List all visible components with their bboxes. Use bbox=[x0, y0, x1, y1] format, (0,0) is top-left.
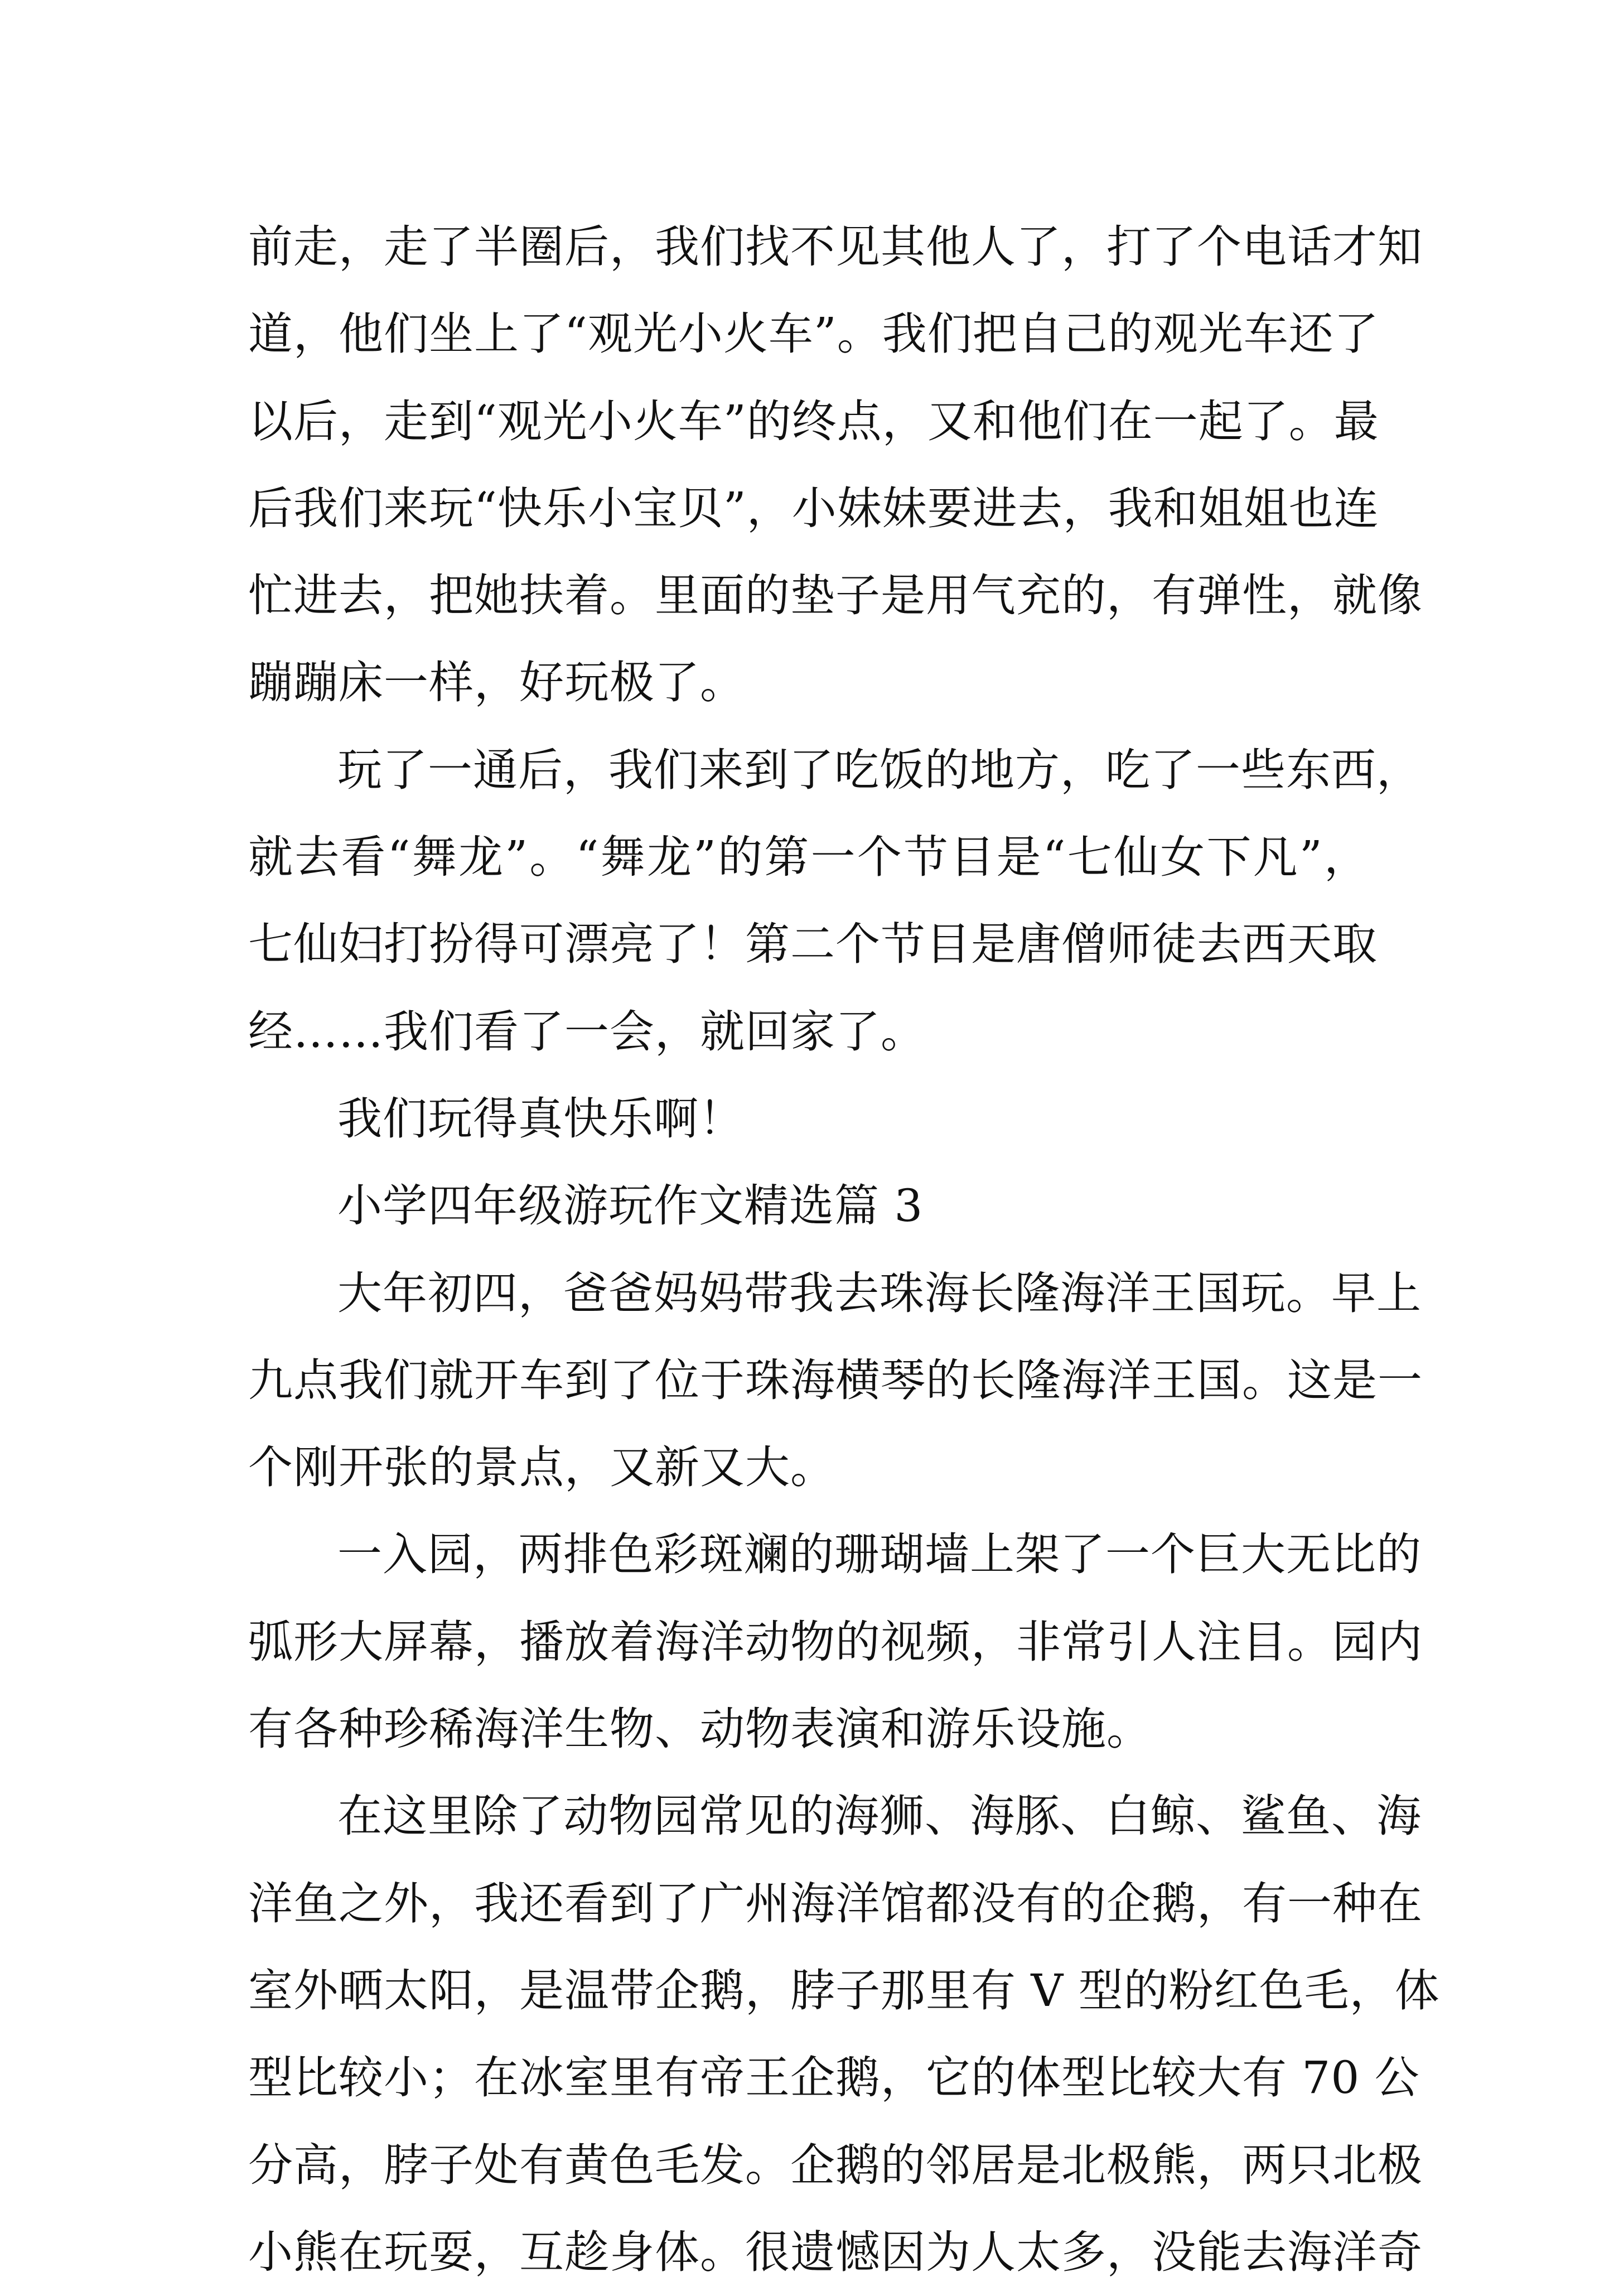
text-line: 分高，脖子处有黄色毛发。企鹅的邻居是北极熊，两只北极 bbox=[248, 2139, 1423, 2191]
section-title: 小学四年级游玩作文精选篇 3 bbox=[337, 1180, 924, 1232]
text-line: 经……我们看了一会，就回家了。 bbox=[248, 1005, 926, 1058]
text-line: 道，他们坐上了“观光小火车”。我们把自己的观光车还了 bbox=[248, 308, 1379, 360]
text-line: 小熊在玩耍，互趁身体。很遗憾因为人太多，没能去海洋奇 bbox=[248, 2226, 1423, 2278]
text-line: 一入园，两排色彩斑斓的珊瑚墙上架了一个巨大无比的 bbox=[337, 1528, 1422, 1581]
text-line: 以后，走到“观光小火车”的终点，又和他们在一起了。最 bbox=[248, 395, 1379, 447]
text-line: 型比较小；在冰室里有帝王企鹅，它的体型比较大有 70 公 bbox=[248, 2052, 1420, 2104]
text-line: 后我们来玩“快乐小宝贝”，小妹妹要进去，我和姐姐也连 bbox=[248, 482, 1379, 534]
text-line: 个刚开张的景点，又新又大。 bbox=[248, 1441, 835, 1494]
text-line: 弧形大屏幕，播放着海洋动物的视频，非常引人注目。园内 bbox=[248, 1615, 1423, 1668]
text-line: 有各种珍稀海洋生物、动物表演和游乐设施。 bbox=[248, 1703, 1152, 1755]
text-line: 就去看“舞龙”。“舞龙”的第一个节目是“七仙女下凡”， bbox=[248, 831, 1369, 884]
text-line: 九点我们就开车到了位于珠海横琴的长隆海洋王国。这是一 bbox=[248, 1354, 1423, 1406]
text-line: 蹦蹦床一样，好玩极了。 bbox=[248, 657, 745, 709]
text-line: 七仙妇打扮得可漂亮了！第二个节目是唐僧师徒去西天取 bbox=[248, 918, 1378, 971]
text-line: 前走，走了半圈后，我们找不见其他人了，打了个电话才知 bbox=[248, 221, 1423, 273]
text-line: 洋鱼之外，我还看到了广州海洋馆都没有的企鹅，有一种在 bbox=[248, 1877, 1423, 1930]
text-line: 忙进去，把她扶着。里面的垫子是用气充的，有弹性，就像 bbox=[248, 570, 1423, 622]
text-line: 我们玩得真快乐啊！ bbox=[337, 1092, 744, 1145]
text-line: 玩了一通后，我们来到了吃饭的地方，吃了一些东西， bbox=[337, 744, 1422, 796]
article-body bbox=[248, 204, 1440, 2296]
text-line: 在这里除了动物园常见的海狮、海豚、白鲸、鲨鱼、海 bbox=[337, 1790, 1422, 1842]
text-line: 大年初四，爸爸妈妈带我去珠海长隆海洋王国玩。早上 bbox=[337, 1267, 1422, 1319]
text-line: 室外晒太阳，是温带企鹅，脖子那里有 V 型的粉红色毛，体 bbox=[248, 1964, 1440, 2017]
